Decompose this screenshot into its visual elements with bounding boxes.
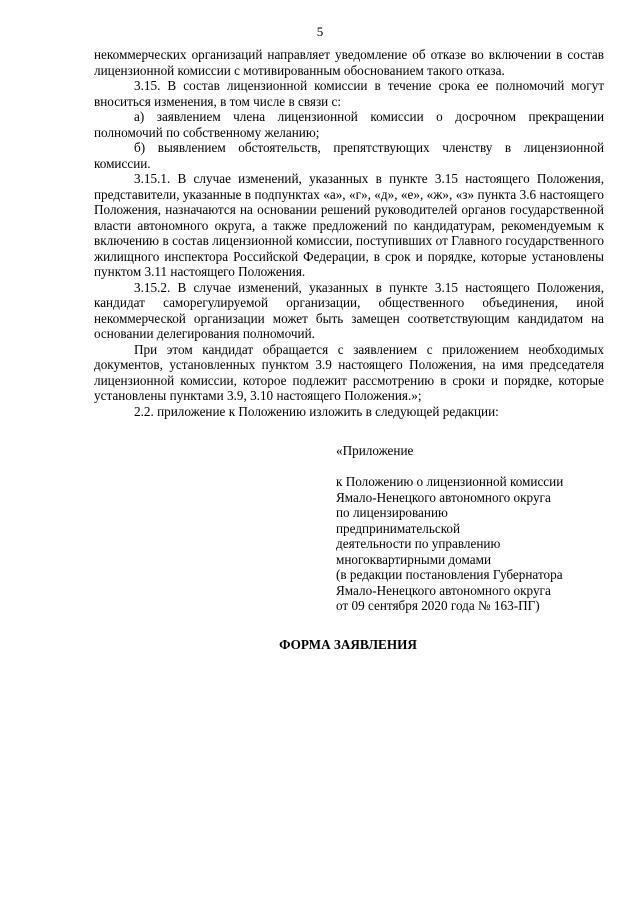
paragraph: 2.2. приложение к Положению изложить в следующей редакции: [134,403,499,419]
page-number: 5 [316,24,324,39]
paragraph: 3.15. В состав лицензионной комиссии в течение срока ее полномочий могут вноситься изменения, в том числе в связи с: [94,78,604,109]
appendix-line: по лицензированию [336,505,448,520]
paragraph: б) выявлением обстоятельств, препятствующих членству в лицензионной комиссии. [94,140,604,171]
paragraph: 3.15.2. В случае изменений, указанных в пункте 3.15 настоящего Положения, кандидат саморегулируемой организации, общественного объединения, иной некоммерческой организации может быть замещен соответствующим кандидатом на основании делегирования полномочий. [94,279,604,341]
appendix-line: многоквартирными домами [336,551,491,567]
paragraph: а) заявлением члена лицензионной комиссии о досрочном прекращении полномочий по собственному желанию; [94,109,604,140]
spacer [336,459,616,475]
appendix-line: к Положению о лицензионной комиссии [336,474,564,489]
appendix-line: деятельности по управлению [336,536,501,551]
appendix-header [336,443,616,614]
paragraph: 3.15.1. В случае изменений, указанных в пункте 3.15 настоящего Положения, представители, указанные в подпунктах «а», «г», «д», «е», «ж», «з» пункта 3.6 настоящего Положения, назначаются на основании решений руководителей органов государственной власти автономного округа, а также предложений по кандидатурам, рекомендуемым к включению в состав лицензионной комиссии, поступивших от Главного государственного жилищного инспектора Российской Федерации, в срок и порядке, которые установлены пунктом 3.11 настоящего Положения. [94,171,604,279]
document-body [94,47,604,419]
appendix-line: Ямало-Ненецкого автономного округа [336,582,551,598]
paragraph: При этом кандидат обращается с заявлением с приложением необходимых документов, установленных пунктом 3.9 настоящего Положения, на имя председателя лицензионной комиссии, которое подлежит рассмотрению в сроки и порядке, которые установлены пунктами 3.9, 3.10 настоящего Положения.»; [94,341,604,403]
paragraph: некоммерческих организаций направляет уведомление об отказе во включении в состав лицензионной комиссии с мотивированным обоснованием такого отказа. [94,47,604,78]
appendix-line: (в редакции постановления Губернатора [336,567,563,582]
appendix-line: от 09 сентября 2020 года № 163-ПГ) [336,598,540,613]
appendix-line: Ямало-Ненецкого автономного округа [336,489,551,505]
form-title: ФОРМА ЗАЯВЛЕНИЯ [279,637,417,652]
appendix-line: предпринимательской [336,520,461,536]
appendix-title: «Приложение [336,443,414,458]
